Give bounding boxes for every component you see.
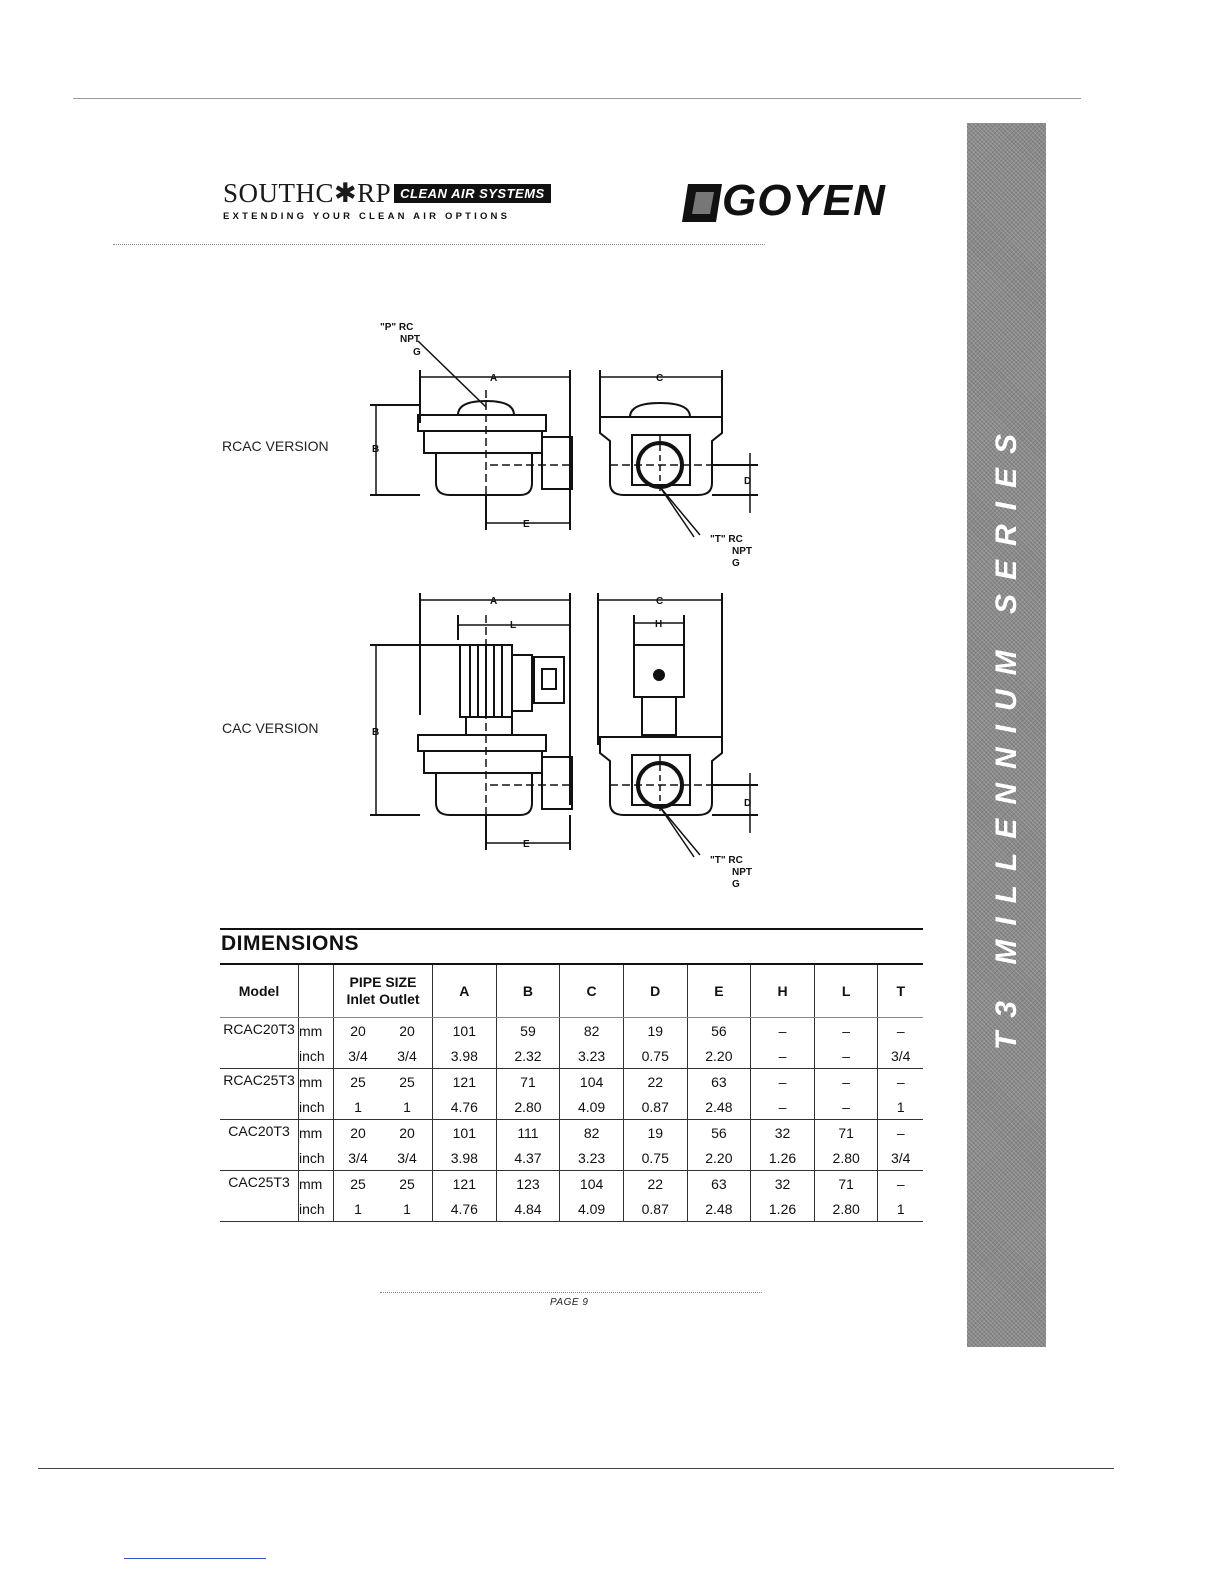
a-cell: 101 xyxy=(433,1120,497,1146)
h-cell: 1.26 xyxy=(751,1145,815,1171)
a-cell: 121 xyxy=(433,1171,497,1197)
outlet-cell: 25 xyxy=(399,1073,415,1090)
unit-cell: inch xyxy=(299,1145,334,1171)
inlet-cell: 25 xyxy=(334,1171,383,1197)
l-cell: 2.80 xyxy=(814,1145,878,1171)
h-cell: 32 xyxy=(751,1120,815,1146)
inlet-cell: 1 xyxy=(334,1094,383,1120)
dimensions-table xyxy=(220,965,923,1222)
cac-port-t-label: "T" RC xyxy=(710,855,743,866)
footer-divider xyxy=(380,1292,762,1293)
table-row xyxy=(220,1120,923,1146)
cac-dim-l: L xyxy=(510,620,517,631)
outlet-cell: 20 xyxy=(399,1022,415,1039)
outlet-label: Outlet xyxy=(379,991,420,1007)
h-cell: 1.26 xyxy=(751,1196,815,1222)
c-cell: 3.23 xyxy=(560,1145,624,1171)
d-cell: 0.87 xyxy=(623,1094,687,1120)
cac-version-label: CAC VERSION xyxy=(222,720,319,736)
a-cell: 101 xyxy=(433,1018,497,1044)
col-t: T xyxy=(878,965,923,1018)
t-cell: 1 xyxy=(878,1094,923,1120)
c-cell: 104 xyxy=(560,1069,624,1095)
cac-port-t-g: G xyxy=(732,879,740,890)
bottom-link-underline xyxy=(124,1558,266,1559)
t-cell: – xyxy=(878,1120,923,1146)
outlet-cell: 20 xyxy=(399,1124,415,1141)
inlet-cell: 1 xyxy=(334,1196,383,1222)
col-e: E xyxy=(687,965,751,1018)
rcac-dim-c: C xyxy=(656,373,664,384)
unit-cell: mm xyxy=(299,1069,334,1095)
a-cell: 4.76 xyxy=(433,1196,497,1222)
d-cell: 0.75 xyxy=(623,1145,687,1171)
t-cell: – xyxy=(878,1069,923,1095)
model-cell: CAC25T3 xyxy=(220,1171,299,1222)
series-banner xyxy=(967,123,1046,1347)
unit-cell: inch xyxy=(299,1043,334,1069)
b-cell: 71 xyxy=(496,1069,560,1095)
cac-front-view xyxy=(598,593,758,857)
rcac-version-label: RCAC VERSION xyxy=(222,438,329,454)
cac-side-view xyxy=(370,593,574,850)
rcac-dim-a: A xyxy=(490,373,498,384)
rcac-port-t-g: G xyxy=(732,558,740,569)
l-cell: 71 xyxy=(814,1120,878,1146)
page-number: PAGE 9 xyxy=(550,1297,589,1308)
cac-dim-h: H xyxy=(655,619,663,630)
unit-cell: mm xyxy=(299,1171,334,1197)
col-h: H xyxy=(751,965,815,1018)
c-cell: 4.09 xyxy=(560,1094,624,1120)
valve-drawings xyxy=(360,315,800,905)
col-model: Model xyxy=(220,965,299,1018)
h-cell: – xyxy=(751,1043,815,1069)
b-cell: 123 xyxy=(496,1171,560,1197)
port-p-label: "P" RC xyxy=(380,322,414,333)
table-row xyxy=(220,1171,923,1197)
a-cell: 3.98 xyxy=(433,1043,497,1069)
table-row xyxy=(220,1145,923,1171)
b-cell: 4.37 xyxy=(496,1145,560,1171)
c-cell: 82 xyxy=(560,1018,624,1044)
d-cell: 22 xyxy=(623,1069,687,1095)
e-cell: 63 xyxy=(687,1069,751,1095)
outlet-cell: 3/4 xyxy=(382,1145,433,1171)
col-b: B xyxy=(496,965,560,1018)
col-c: C xyxy=(560,965,624,1018)
d-cell: 19 xyxy=(623,1018,687,1044)
table-row xyxy=(220,1018,923,1044)
b-cell: 59 xyxy=(496,1018,560,1044)
unit-cell: mm xyxy=(299,1120,334,1146)
inlet-cell: 3/4 xyxy=(334,1043,383,1069)
e-cell: 56 xyxy=(687,1018,751,1044)
outlet-cell: 25 xyxy=(399,1175,415,1192)
goyen-logo-mark-icon xyxy=(682,184,722,222)
goyen-logo-text: GOYEN xyxy=(722,176,886,225)
c-cell: 82 xyxy=(560,1120,624,1146)
col-d: D xyxy=(623,965,687,1018)
a-cell: 3.98 xyxy=(433,1145,497,1171)
b-cell: 2.32 xyxy=(496,1043,560,1069)
b-cell: 2.80 xyxy=(496,1094,560,1120)
cac-dim-e: E xyxy=(523,839,530,850)
unit-cell: mm xyxy=(299,1018,334,1044)
outlet-cell: 1 xyxy=(382,1094,433,1120)
e-cell: 2.48 xyxy=(687,1196,751,1222)
table-row xyxy=(220,1196,923,1222)
h-cell: – xyxy=(751,1069,815,1095)
table-row xyxy=(220,1094,923,1120)
series-banner-text: T3 MILLENNIUM SERIES xyxy=(989,419,1023,1051)
d-cell: 19 xyxy=(623,1120,687,1146)
inlet-label: Inlet xyxy=(346,991,376,1007)
a-cell: 4.76 xyxy=(433,1094,497,1120)
company-name: SOUTHC✱RP xyxy=(223,178,392,208)
t-cell: – xyxy=(878,1171,923,1197)
d-cell: 22 xyxy=(623,1171,687,1197)
inlet-cell: 20 xyxy=(334,1018,383,1044)
inlet-cell: 3/4 xyxy=(334,1145,383,1171)
rcac-dim-e: E xyxy=(523,519,530,530)
l-cell: – xyxy=(814,1018,878,1044)
e-cell: 63 xyxy=(687,1171,751,1197)
l-cell: – xyxy=(814,1094,878,1120)
c-cell: 3.23 xyxy=(560,1043,624,1069)
rcac-side-view xyxy=(370,341,574,530)
d-cell: 0.87 xyxy=(623,1196,687,1222)
model-cell: RCAC20T3 xyxy=(220,1018,299,1069)
southcorp-logo xyxy=(223,178,551,209)
e-cell: 2.48 xyxy=(687,1094,751,1120)
col-a: A xyxy=(433,965,497,1018)
col-pipe-size xyxy=(334,965,433,1018)
h-cell: 32 xyxy=(751,1171,815,1197)
tagline: EXTENDING YOUR CLEAN AIR OPTIONS xyxy=(223,211,511,222)
top-rule xyxy=(73,98,1081,99)
t-cell: 3/4 xyxy=(878,1145,923,1171)
rcac-port-t-npt: NPT xyxy=(732,546,752,557)
dimensions-top-rule xyxy=(220,928,923,930)
cac-dim-a: A xyxy=(490,596,498,607)
cac-port-t-npt: NPT xyxy=(732,867,752,878)
t-cell: 1 xyxy=(878,1196,923,1222)
inlet-cell: 20 xyxy=(334,1120,383,1146)
port-p-npt-label: NPT xyxy=(400,334,420,345)
b-cell: 111 xyxy=(496,1120,560,1146)
unit-cell: inch xyxy=(299,1196,334,1222)
t-cell: 3/4 xyxy=(878,1043,923,1069)
c-cell: 104 xyxy=(560,1171,624,1197)
b-cell: 4.84 xyxy=(496,1196,560,1222)
l-cell: – xyxy=(814,1069,878,1095)
model-cell: RCAC25T3 xyxy=(220,1069,299,1120)
table-row xyxy=(220,1069,923,1095)
e-cell: 2.20 xyxy=(687,1043,751,1069)
col-unit xyxy=(299,965,334,1018)
inlet-cell: 25 xyxy=(334,1069,383,1095)
cac-dim-c: C xyxy=(656,596,664,607)
cac-dim-d: D xyxy=(744,798,752,809)
rcac-dim-b: B xyxy=(372,444,380,455)
rcac-port-t-label: "T" RC xyxy=(710,534,743,545)
c-cell: 4.09 xyxy=(560,1196,624,1222)
outlet-cell: 1 xyxy=(382,1196,433,1222)
header-divider xyxy=(113,244,765,245)
e-cell: 56 xyxy=(687,1120,751,1146)
a-cell: 121 xyxy=(433,1069,497,1095)
col-l: L xyxy=(814,965,878,1018)
dimensions-table-body xyxy=(220,1018,923,1222)
table-header-row xyxy=(220,965,923,1018)
rcac-front-view xyxy=(600,370,758,537)
l-cell: 71 xyxy=(814,1171,878,1197)
h-cell: – xyxy=(751,1018,815,1044)
h-cell: – xyxy=(751,1094,815,1120)
clean-air-badge: CLEAN AIR SYSTEMS xyxy=(394,184,551,203)
outlet-cell: 3/4 xyxy=(382,1043,433,1069)
rcac-dim-d: D xyxy=(744,476,752,487)
e-cell: 2.20 xyxy=(687,1145,751,1171)
dimensions-title: DIMENSIONS xyxy=(221,932,360,955)
d-cell: 0.75 xyxy=(623,1043,687,1069)
l-cell: – xyxy=(814,1043,878,1069)
table-row xyxy=(220,1043,923,1069)
cac-dim-b: B xyxy=(372,727,380,738)
bottom-rule xyxy=(38,1468,1114,1469)
pipe-size-label: PIPE SIZE xyxy=(349,974,417,990)
l-cell: 2.80 xyxy=(814,1196,878,1222)
t-cell: – xyxy=(878,1018,923,1044)
port-p-g-label: G xyxy=(413,347,421,358)
unit-cell: inch xyxy=(299,1094,334,1120)
model-cell: CAC20T3 xyxy=(220,1120,299,1171)
